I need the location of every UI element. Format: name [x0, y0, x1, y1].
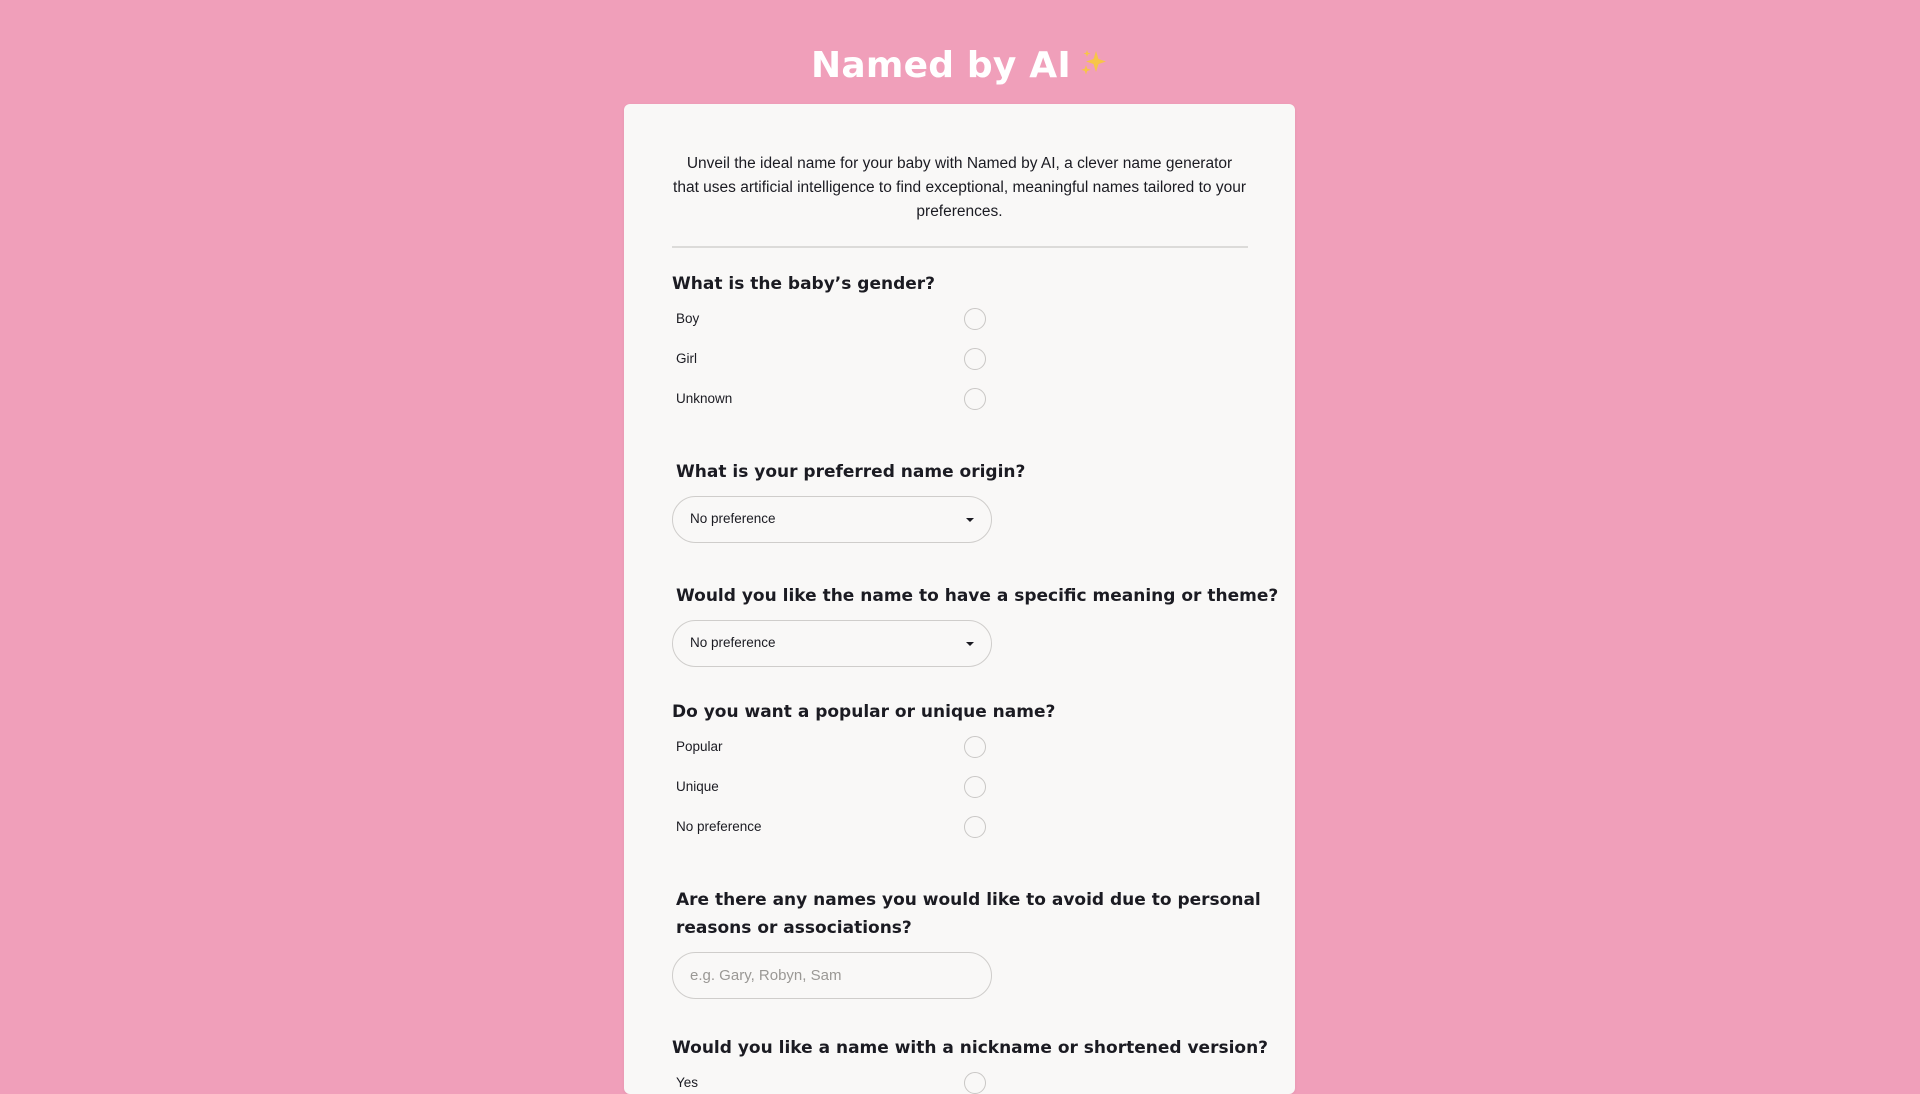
gender-unknown-radio[interactable] [964, 388, 986, 410]
option-label: Unknown [676, 391, 733, 406]
nickname-question: Would you like a name with a nickname or shortened version? [672, 1038, 1269, 1058]
caret-down-icon [966, 518, 974, 522]
nickname-option-yes[interactable] [676, 1070, 992, 1094]
divider [672, 246, 1248, 248]
popularity-option-no-preference[interactable] [676, 814, 992, 842]
popularity-option-popular[interactable] [676, 734, 992, 762]
nickname-yes-radio[interactable] [964, 1072, 986, 1094]
avoid-question-line2: reasons or associations? [676, 918, 912, 938]
origin-select[interactable] [672, 496, 992, 543]
meaning-question: Would you like the name to have a specific meaning or theme? [676, 586, 1279, 606]
popularity-no-preference-radio[interactable] [964, 816, 986, 838]
gender-girl-radio[interactable] [964, 348, 986, 370]
origin-select-value: No preference [690, 511, 776, 526]
gender-question: What is the baby’s gender? [672, 274, 936, 294]
form-card [624, 104, 1295, 1094]
caret-down-icon [966, 642, 974, 646]
gender-boy-radio[interactable] [964, 308, 986, 330]
popularity-question: Do you want a popular or unique name? [672, 702, 1056, 722]
gender-option-boy[interactable] [676, 306, 992, 334]
option-label: Yes [676, 1075, 699, 1090]
popularity-option-unique[interactable] [676, 774, 992, 802]
avoid-names-input[interactable] [672, 952, 992, 999]
option-label: Girl [676, 351, 697, 366]
sparkles-icon [1079, 41, 1109, 93]
meaning-select[interactable] [672, 620, 992, 667]
option-label: No preference [676, 819, 762, 834]
site-title [0, 40, 1920, 93]
site-title-text: Named by AI [811, 45, 1071, 86]
popularity-unique-radio[interactable] [964, 776, 986, 798]
option-label: Popular [676, 739, 723, 754]
meaning-select-value: No preference [690, 635, 776, 650]
option-label: Unique [676, 779, 719, 794]
option-label: Boy [676, 311, 700, 326]
gender-option-unknown[interactable] [676, 386, 992, 414]
origin-question: What is your preferred name origin? [676, 462, 1026, 482]
popularity-popular-radio[interactable] [964, 736, 986, 758]
avoid-question-line1: Are there any names you would like to avoid due to personal [676, 890, 1261, 910]
intro-text: Unveil the ideal name for your baby with Named by AI, a clever name generator that uses artificial intelligence to find exceptional, meaningful names tailored to your preferences. [673, 155, 1246, 220]
avoid-question [676, 886, 1261, 942]
gender-option-girl[interactable] [676, 346, 992, 374]
